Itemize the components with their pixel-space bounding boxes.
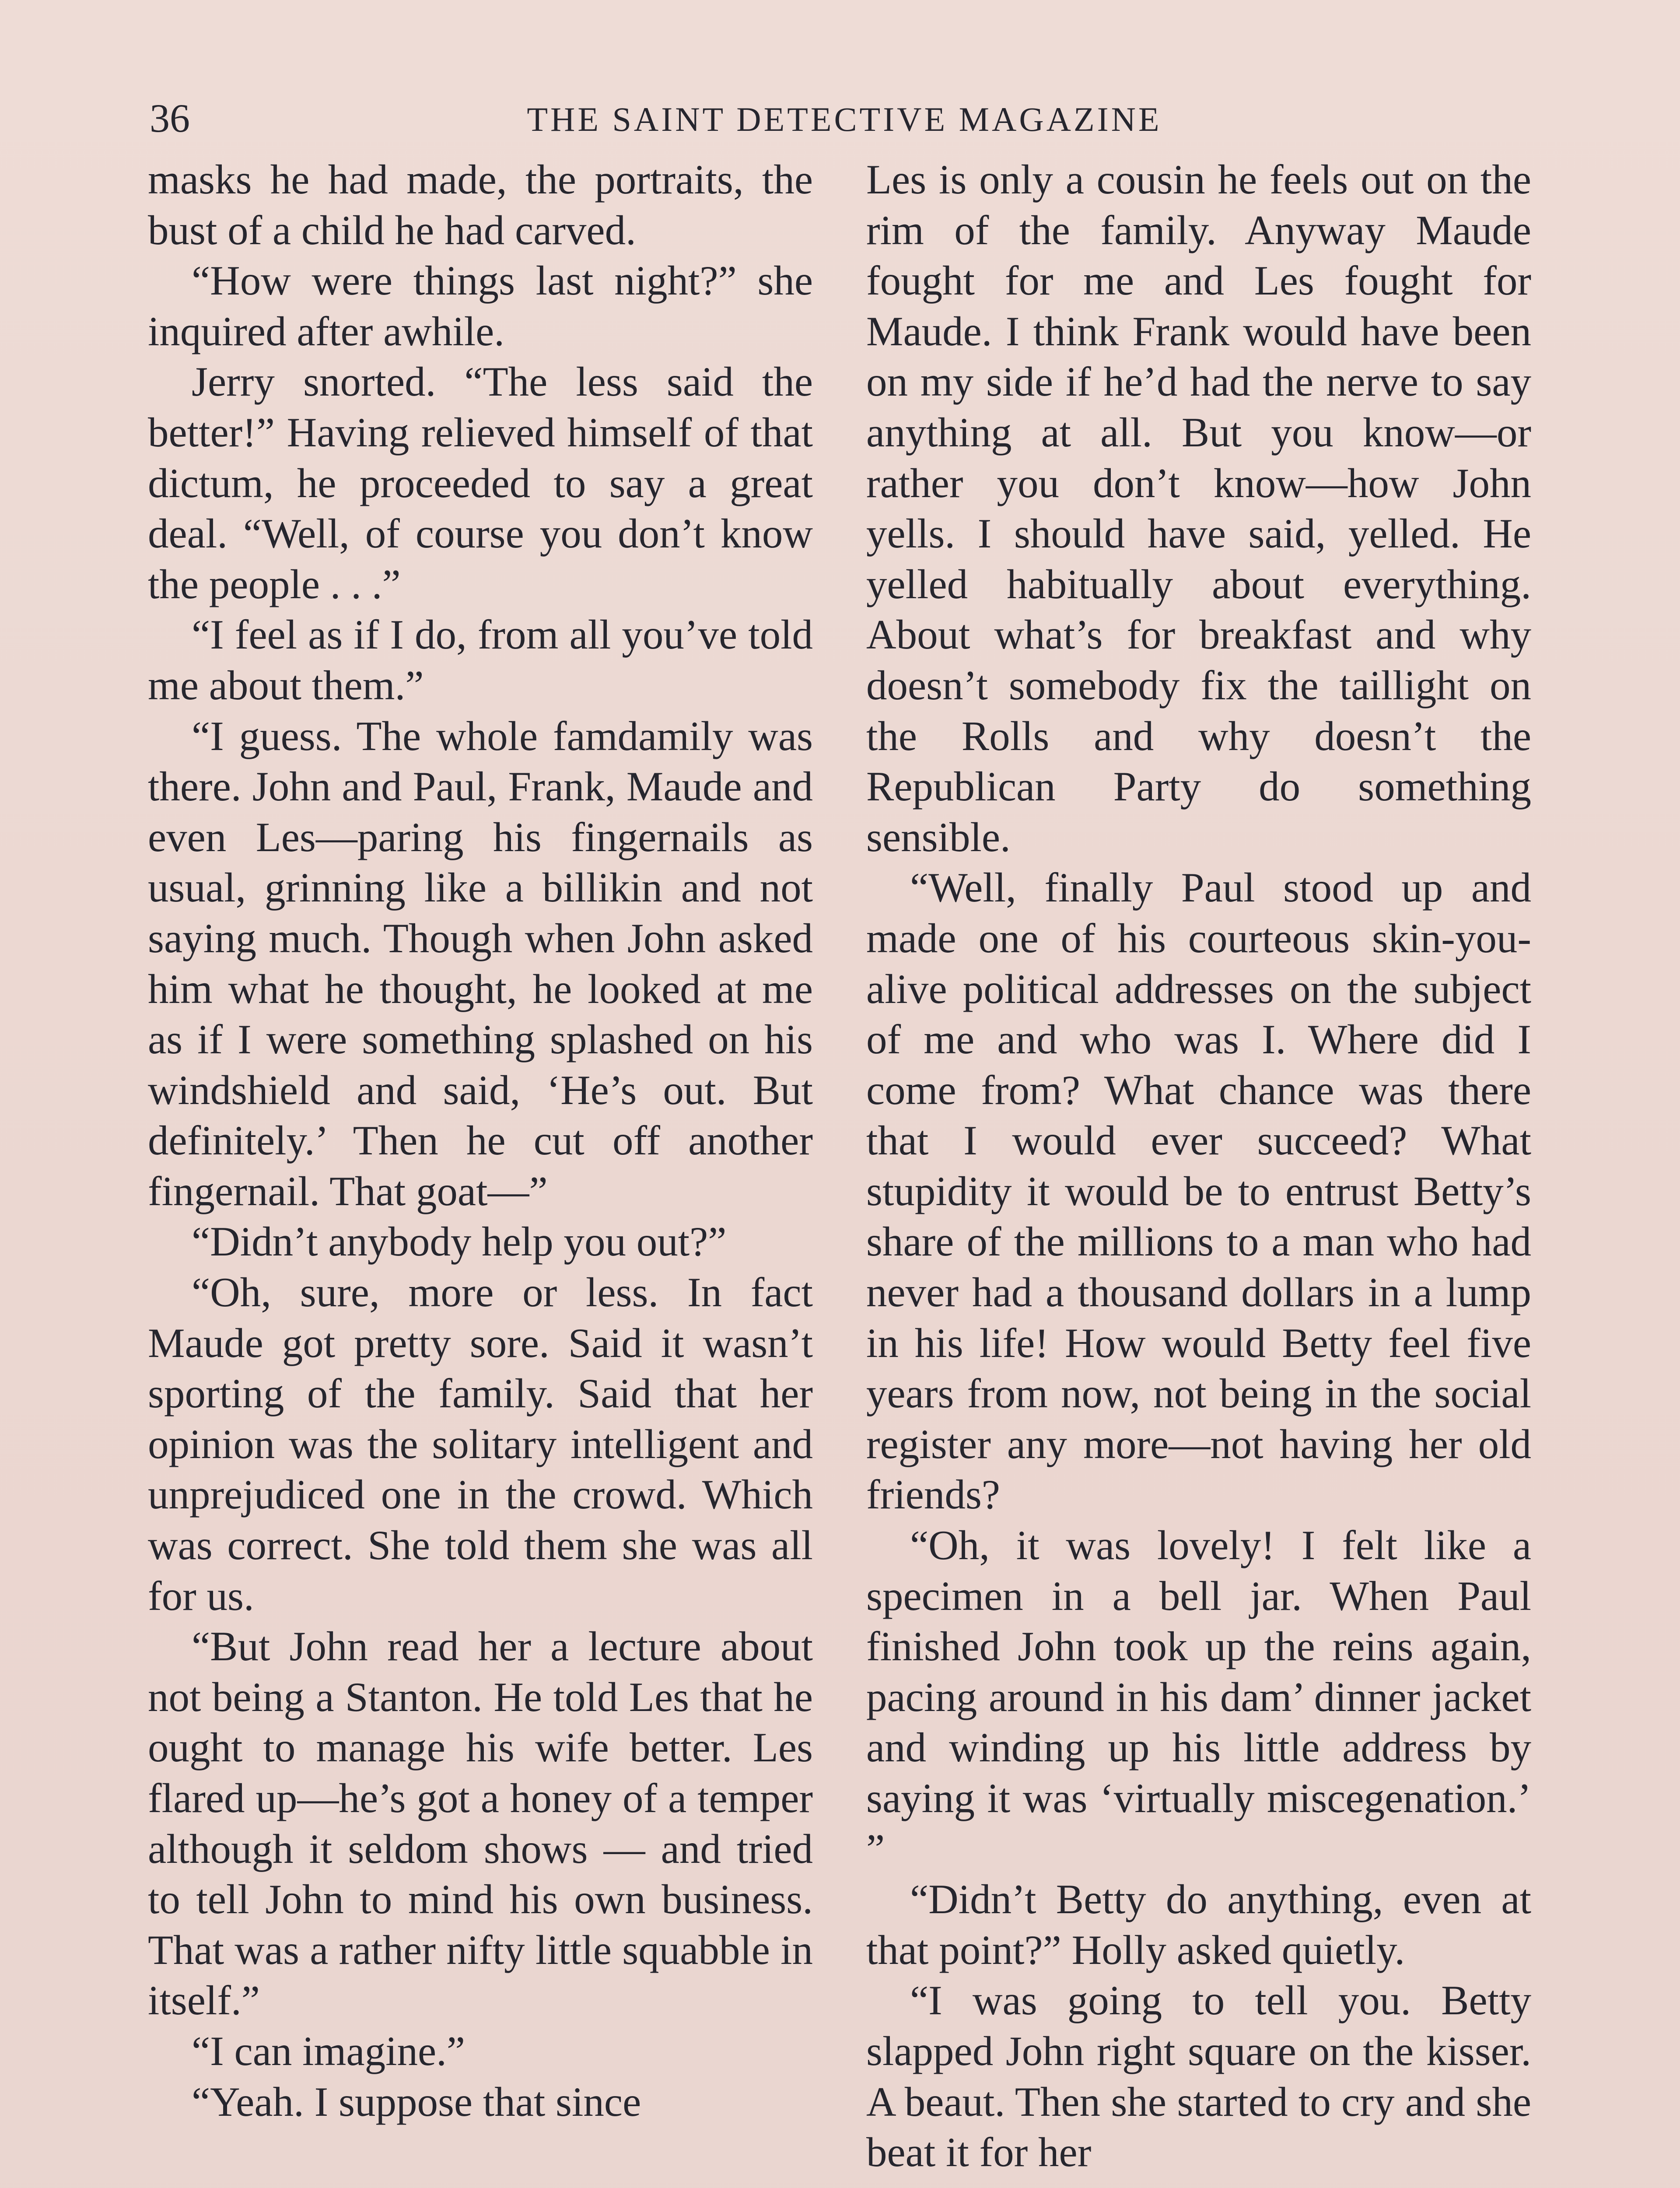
page-number: 36 — [150, 96, 190, 140]
paragraph: “I guess. The whole famdamily was there. John and Paul, Frank, Maude and even Les—paring his fingernails as usual, grinning like a billikin and not saying much. Though when John asked him what he thought, he looked at me as if I were something splashed on his windshield and said, ‘He’s out. But definitely.’ Then he cut off another fingernail. That goat—” — [148, 712, 813, 1214]
paragraph: “But John read her a lecture about not being a Stanton. He told Les that he ought to manage his wife better. Les flared up—he’s got a honey of a temper although it seldom shows — and tried to tell John to mind his own business. That was a rather nifty little squabble in itself.” — [148, 1623, 813, 2024]
paragraph: “I feel as if I do, from all you’ve told me about them.” — [148, 611, 813, 708]
paragraph: “Oh, sure, more or less. In fact Maude got pretty sore. Said it wasn’t sporting of the family. Said that her opinion was the solitary intelligent and unprejudiced one in the crowd. Which was correct. She told them she was all for us. — [148, 1269, 813, 1619]
right-text-column — [866, 154, 1531, 2178]
paragraph: “Oh, it was lovely! I felt like a specimen in a bell jar. When Paul finished John took up the reins again, pacing around in his dam’ dinner jacket and winding up his little address by saying it was ‘virtually miscegenation.’ ” — [866, 1522, 1531, 1872]
running-head-title: THE SAINT DETECTIVE MAGAZINE — [527, 100, 1162, 138]
paragraph: “Didn’t anybody help you out?” — [192, 1218, 727, 1265]
paragraph: “How were things last night?” she inquired after awhile. — [148, 257, 813, 354]
paragraph: “Didn’t Betty do anything, even at that point?” Holly asked quietly. — [866, 1876, 1531, 1973]
paragraph: Jerry snorted. “The less said the better!” Having relieved himself of that dictum, he proceeded to say a great deal. “Well, of course you don’t know the people . . .” — [148, 358, 813, 607]
paragraph: “I can imagine.” — [192, 2027, 466, 2074]
paragraph: Les is only a cousin he feels out on the rim of the family. Anyway Maude fought for me and Les fought for Maude. I think Frank would have been on my side if he’d had the nerve to say anything at all. But you know—or rather you don’t know—how John yells. I should have said, yelled. He yelled habitually about everything. About what’s for breakfast and why doesn’t somebody fix the taillight on the Rolls and why doesn’t the Republican Party do something sensible. — [866, 156, 1531, 860]
paragraph: “I was going to tell you. Betty slapped John right square on the kisser. A beaut. Then she started to cry and she beat it for her — [866, 1977, 1531, 2176]
left-text-column — [148, 154, 813, 2127]
page-header — [144, 94, 1544, 147]
paragraph: “Well, finally Paul stood up and made one of his courteous skin-you-alive political addresses on the subject of me and who was I. Where did I come from? What chance was there that I would ever succeed? What stupidity it would be to entrust Betty’s share of the millions to a man who had never had a thousand dollars in a lump in his life! How would Betty feel five years from now, not being in the social register any more—not having her old friends? — [866, 864, 1531, 1518]
paragraph: masks he had made, the portraits, the bust of a child he had carved. — [148, 156, 813, 253]
paragraph: “Yeah. I suppose that since — [192, 2078, 641, 2125]
